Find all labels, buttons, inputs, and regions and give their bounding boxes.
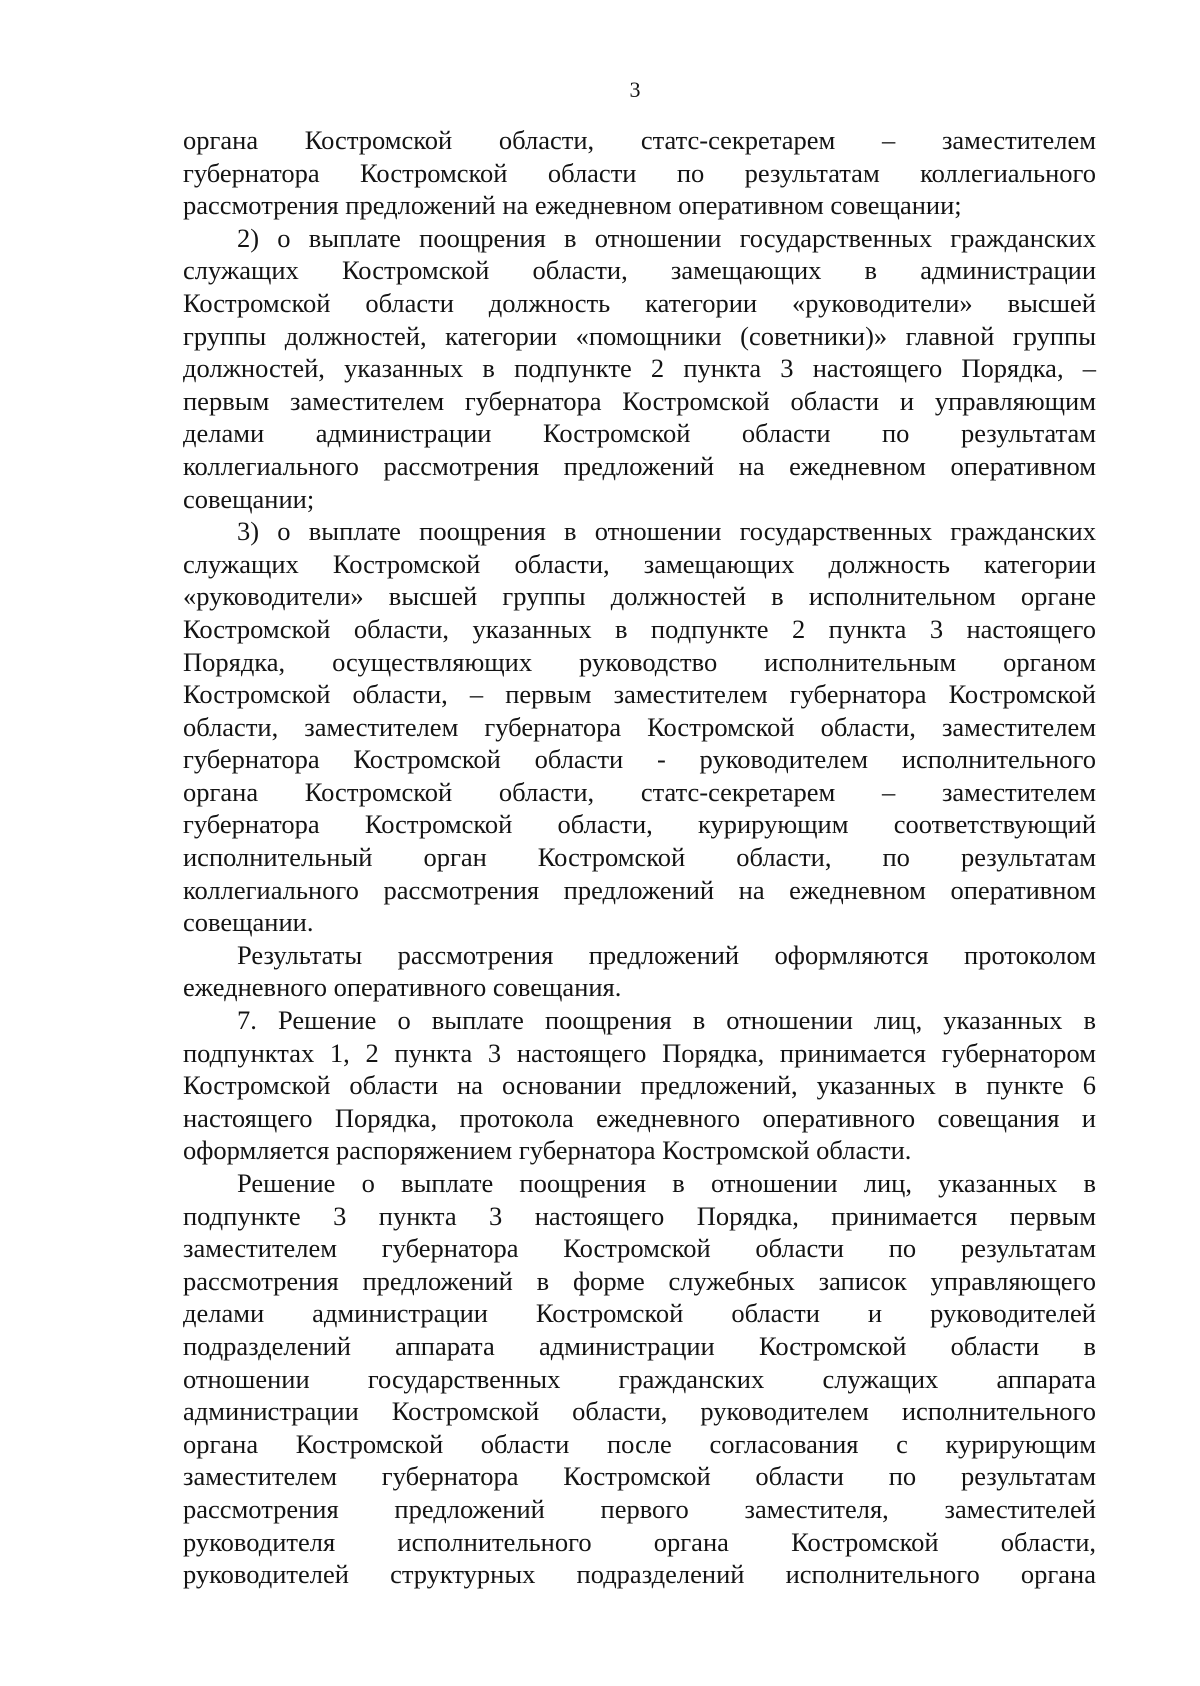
text-line: рассмотрения предложений в форме служебных записок управляющего — [183, 1265, 1096, 1296]
text-line: заместителем губернатора Костромской области по результатам — [183, 1233, 1096, 1264]
text-line: совещании. — [183, 907, 314, 938]
text-line: служащих Костромской области, замещающих в администрации — [183, 255, 1096, 286]
text-line: настоящего Порядка, протокола ежедневного оперативного совещания и — [183, 1102, 1096, 1133]
text-line: «руководители» высшей группы должностей в исполнительном органе — [183, 581, 1096, 612]
document-body — [183, 124, 1096, 1591]
text-line: оформляется распоряжением губернатора Костромской области. — [183, 1135, 912, 1166]
text-line: руководителя исполнительного органа Костромской области, — [183, 1526, 1096, 1557]
text-line: губернатора Костромской области по результатам коллегиального — [183, 157, 1096, 188]
text-line: ежедневного оперативного совещания. — [183, 972, 622, 1003]
text-line: исполнительный орган Костромской области, по результатам — [183, 842, 1096, 873]
text-line: Костромской области, указанных в подпункте 2 пункта 3 настоящего — [183, 613, 1096, 644]
text-line: подпунктах 1, 2 пункта 3 настоящего Порядка, принимается губернатором — [183, 1037, 1096, 1068]
text-line: первым заместителем губернатора Костромской области и управляющим — [183, 385, 1096, 416]
text-line: 3) о выплате поощрения в отношении государственных гражданских — [237, 516, 1096, 547]
text-line: заместителем губернатора Костромской области по результатам — [183, 1461, 1096, 1492]
text-line: подпункте 3 пункта 3 настоящего Порядка, принимается первым — [183, 1200, 1096, 1231]
text-line: Порядка, осуществляющих руководство исполнительным органом — [183, 646, 1096, 677]
text-line: губернатора Костромской области - руководителем исполнительного — [183, 744, 1096, 775]
text-line: 7. Решение о выплате поощрения в отношении лиц, указанных в — [237, 1005, 1096, 1036]
text-line: подразделений аппарата администрации Костромской области в — [183, 1330, 1096, 1361]
text-line: администрации Костромской области, руководителем исполнительного — [183, 1396, 1096, 1427]
text-line: делами администрации Костромской области и руководителей — [183, 1298, 1096, 1329]
text-line: коллегиального рассмотрения предложений на ежедневном оперативном — [183, 450, 1096, 481]
text-line: органа Костромской области после согласования с курирующим — [183, 1428, 1096, 1459]
text-line: Решение о выплате поощрения в отношении лиц, указанных в — [237, 1168, 1096, 1198]
text-line: Костромской области на основании предложений, указанных в пункте 6 — [183, 1070, 1096, 1101]
text-line: служащих Костромской области, замещающих должность категории — [183, 548, 1096, 579]
text-line: области, заместителем губернатора Костромской области, заместителем — [183, 711, 1096, 742]
text-line: совещании; — [183, 483, 315, 514]
page-number: 3 — [629, 77, 641, 102]
text-line: должностей, указанных в подпункте 2 пункта 3 настоящего Порядка, – — [183, 353, 1096, 384]
text-line: 2) о выплате поощрения в отношении государственных гражданских — [237, 222, 1096, 253]
text-line: Костромской области, – первым заместителем губернатора Костромской — [183, 679, 1096, 710]
text-line: Результаты рассмотрения предложений оформляются протоколом — [237, 939, 1096, 970]
text-line: коллегиального рассмотрения предложений на ежедневном оперативном — [183, 874, 1096, 905]
text-line: органа Костромской области, статс-секретарем – заместителем — [183, 776, 1096, 807]
text-line: отношении государственных гражданских служащих аппарата — [183, 1363, 1096, 1394]
text-line: рассмотрения предложений первого заместителя, заместителей — [183, 1493, 1096, 1524]
text-line: рассмотрения предложений на ежедневном оперативном совещании; — [183, 190, 962, 221]
text-line: руководителей структурных подразделений исполнительного органа — [183, 1559, 1096, 1590]
text-line: органа Костромской области, статс-секретарем – заместителем — [183, 125, 1096, 155]
text-line: делами администрации Костромской области по результатам — [183, 418, 1096, 449]
text-line: губернатора Костромской области, курирующим соответствующий — [183, 809, 1096, 840]
text-line: группы должностей, категории «помощники (советники)» главной группы — [183, 320, 1096, 351]
text-line: Костромской области должность категории «руководители» высшей — [183, 287, 1096, 318]
